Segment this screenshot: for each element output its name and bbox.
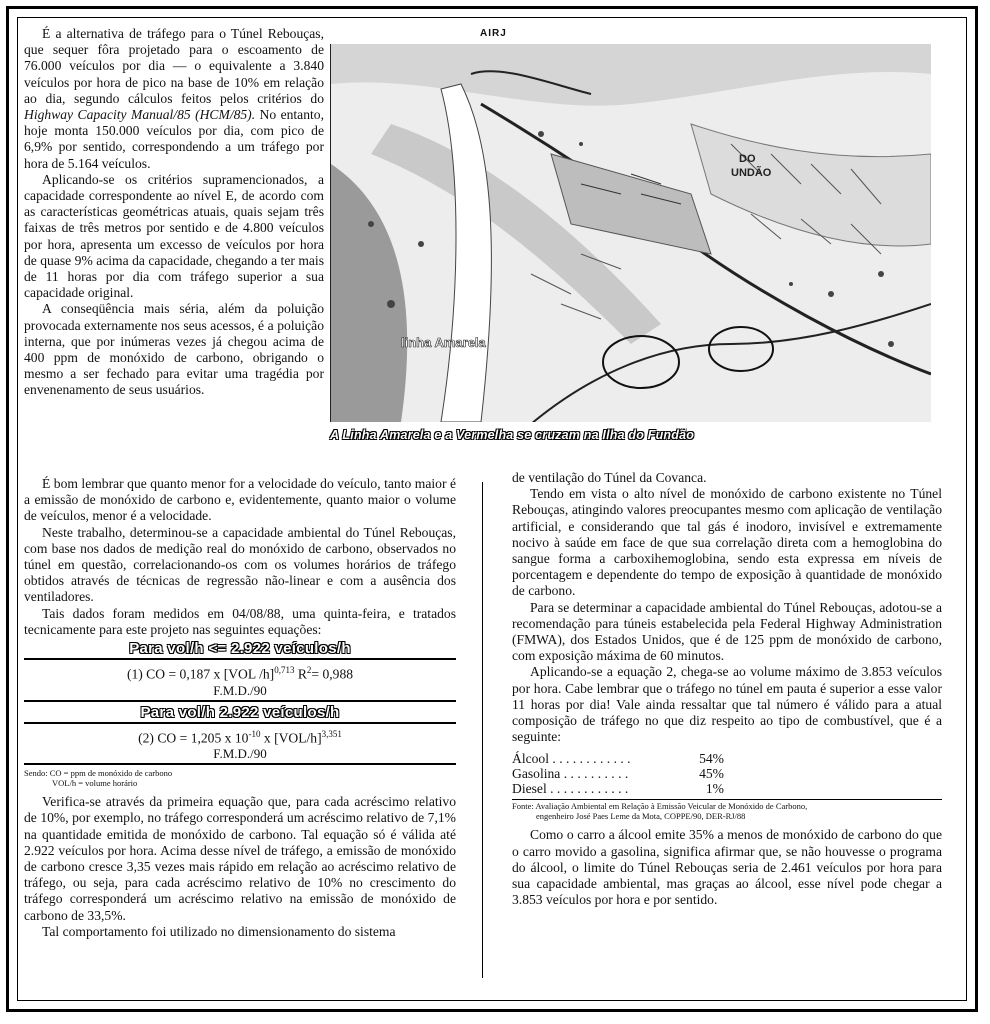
equation-note: Sendo: CO = ppm de monóxido de carbono VOL/h = volume horário: [24, 768, 173, 789]
paragraph-1: É a alternativa de tráfego para o Túnel Rebouças, que sequer fôra projetado para o escoamento de 76.000 veículos por dia — o equivalente a 3.840 veículos por hora de pico na base de 10% em relação ao dia, segundo cálculos feitos pelos critérios do Highway Capacity Manual/85 (HCM/85). No entanto, hoje monta 150.000 veículos por dia, com pico de 6,9% por sentido, correspondendo a um tráfego por hora de 5.164 veículos.: [24, 26, 324, 171]
paragraph-12: Aplicando-se a equação 2, chega-se ao volume máximo de 3.853 veículos por hora. Cabe lembrar que o tráfego no túnel em pauta é superior a esse valor 11 horas por dia! Vale ainda ressaltar que tal número é válido para a atual composição de tráfego no que diz respeito ao tipo de combustível, que é a seguinte:: [512, 664, 942, 745]
paragraph-10: Tendo em vista o alto nível de monóxido de carbono existente no Túnel Rebouças, atingindo valores preocupantes mesmo com aplicação de ventilação artificial, e considerando que tal gás é inodoro, invisível e extremamente nocivo à saúde em face de que sua correlação direta com a hemoglobina do sangue forma a carboxihemoglobina, sendo esta expressa em níveis de porcentagem e dependente do tempo de exposição à quantidade de monóxido de carbono.: [512, 486, 942, 599]
paragraph-5: Neste trabalho, determinou-se a capacidade ambiental do Túnel Rebouças, com base nos dados de medição real do monóxido de carbono, observados no túnel em questão, correlacionando-os com os volumes horários de tráfego obtidos através de técnicas de regressão não-linear e com a ausência dos ventiladores.: [24, 524, 456, 605]
paragraph-4: É bom lembrar que quanto menor for a velocidade do veículo, tanto maior é a emissão de monóxido de carbono e, evidentemente, quanto maior o volume de veículos, menor é a velocidade.: [24, 476, 456, 524]
map-text-linha-amarela: linha Amarela: [401, 335, 486, 350]
equation-1-reference: F.M.D./90: [24, 683, 456, 702]
photo-caption: A Linha Amarela e a Vermelha se cruzam na Ilha do Fundão: [330, 428, 695, 442]
map-text-do: DO: [739, 153, 756, 165]
left-column: [24, 476, 456, 940]
paragraph-2: Aplicando-se os critérios supramencionados, a capacidade correspondente ao nível E, de acordo com as características geométricas atuais, quais sejam três faixas de três metros por sentido e de 4.800 veículos por hora, apresenta um excesso de veículos por hora de quase 9% acima da capacidade, chegando a ter mais de 11 horas por dia com tráfego superior a sua capacidade original.: [24, 171, 324, 301]
equation-2-reference: F.M.D./90: [24, 746, 456, 765]
equation-1-block: [24, 640, 456, 702]
paragraph-3: A conseqüência mais séria, além da poluição provocada externamente nos seus acessos, é a poluição interna, que por inúmeras vezes já chegou acima de 400 ppm de monóxido de carbono, obrigando o mesmo a ser fechado para evitar uma tragédia por envenenamento de seus usuários.: [24, 301, 324, 398]
map-text-undao: UNDÃO: [731, 167, 772, 179]
paragraph-7: Verifica-se através da primeira equação que, para cada acréscimo relativo de 10%, por exemplo, no tráfego corresponderá um acréscimo relativo de 7,1% na quantidade emitida de monóxido de carbono. Tal equação só é válida até 2.922 veículos por hora. Acima desse nível de tráfego, a emissão de monóxido de carbono cresce 3,35 vezes mais rápido em relação ao acréscimo relativo de tráfego, ou seja, para cada acréscimo relativo de 10% no crescimento do tráfego corresponderá um acréscimo relativo na emissão de monóxido de carbono de 33,5%.: [24, 794, 456, 923]
aerial-photo: [330, 44, 931, 422]
table-row: Gasolina . . . . . . . . . . 45%: [512, 766, 724, 782]
equation-2-heading: Para vol/h 2.922 veículos/h: [24, 704, 456, 724]
equation-2-block: [24, 704, 456, 766]
paragraph-6: Tais dados foram medidos em 04/08/88, uma quinta-feira, e tratados tecnicamente para este projeto nas seguintes equações:: [24, 605, 456, 637]
equation-1-heading: Para vol/h <= 2.922 veículos/h: [24, 640, 456, 660]
paragraph-8: Tal comportamento foi utilizado no dimensionamento do sistema: [42, 923, 396, 939]
photo-label: AIRJ: [480, 28, 507, 39]
top-left-column: [24, 26, 324, 399]
paragraph-13: Como o carro a álcool emite 35% a menos de monóxido de carbono do que o carro movido a gasolina, significa afirmar que, se não houvesse o programa do álcool, o limite do Túnel Rebouças seria de 2.461 veículos por hora para sua capacidade ambiental, mas graças ao álcool, esse nível pode chegar a 3.853 veículos por hora e por sentido.: [512, 827, 942, 908]
paragraph-11: Para se determinar a capacidade ambiental do Túnel Rebouças, adotou-se a recomendação para túneis estabelecida pela Federal Highway Administration (FMWA), dos Estados Unidos, que é de 125 ppm de monóxido de carbono, com exposição máxima de 60 minutos.: [512, 599, 942, 664]
table-row: Diesel . . . . . . . . . . . . 1%: [512, 781, 724, 797]
column-divider: [482, 482, 483, 978]
table-source: Fonte: Avaliação Ambiental em Relação à Emissão Veicular de Monóxido de Carbono, engenheiro José Paes Leme da Mota, COPPE/90, DER-RJ/88: [512, 799, 942, 821]
fuel-composition-table: [512, 751, 942, 796]
equation-2: (2) CO = 1,205 x $10^{-10}$ x $[VOL/h]^{3,351}$: [138, 728, 342, 746]
table-row: Álcool . . . . . . . . . . . . 54%: [512, 751, 724, 767]
equation-1: (1) CO = 0,187 x [VOL /h]$^{0,713}$ $R^2= 0,988$: [126, 665, 354, 682]
right-column: [512, 470, 942, 908]
paragraph-9: de ventilação do Túnel da Covanca.: [512, 470, 707, 485]
